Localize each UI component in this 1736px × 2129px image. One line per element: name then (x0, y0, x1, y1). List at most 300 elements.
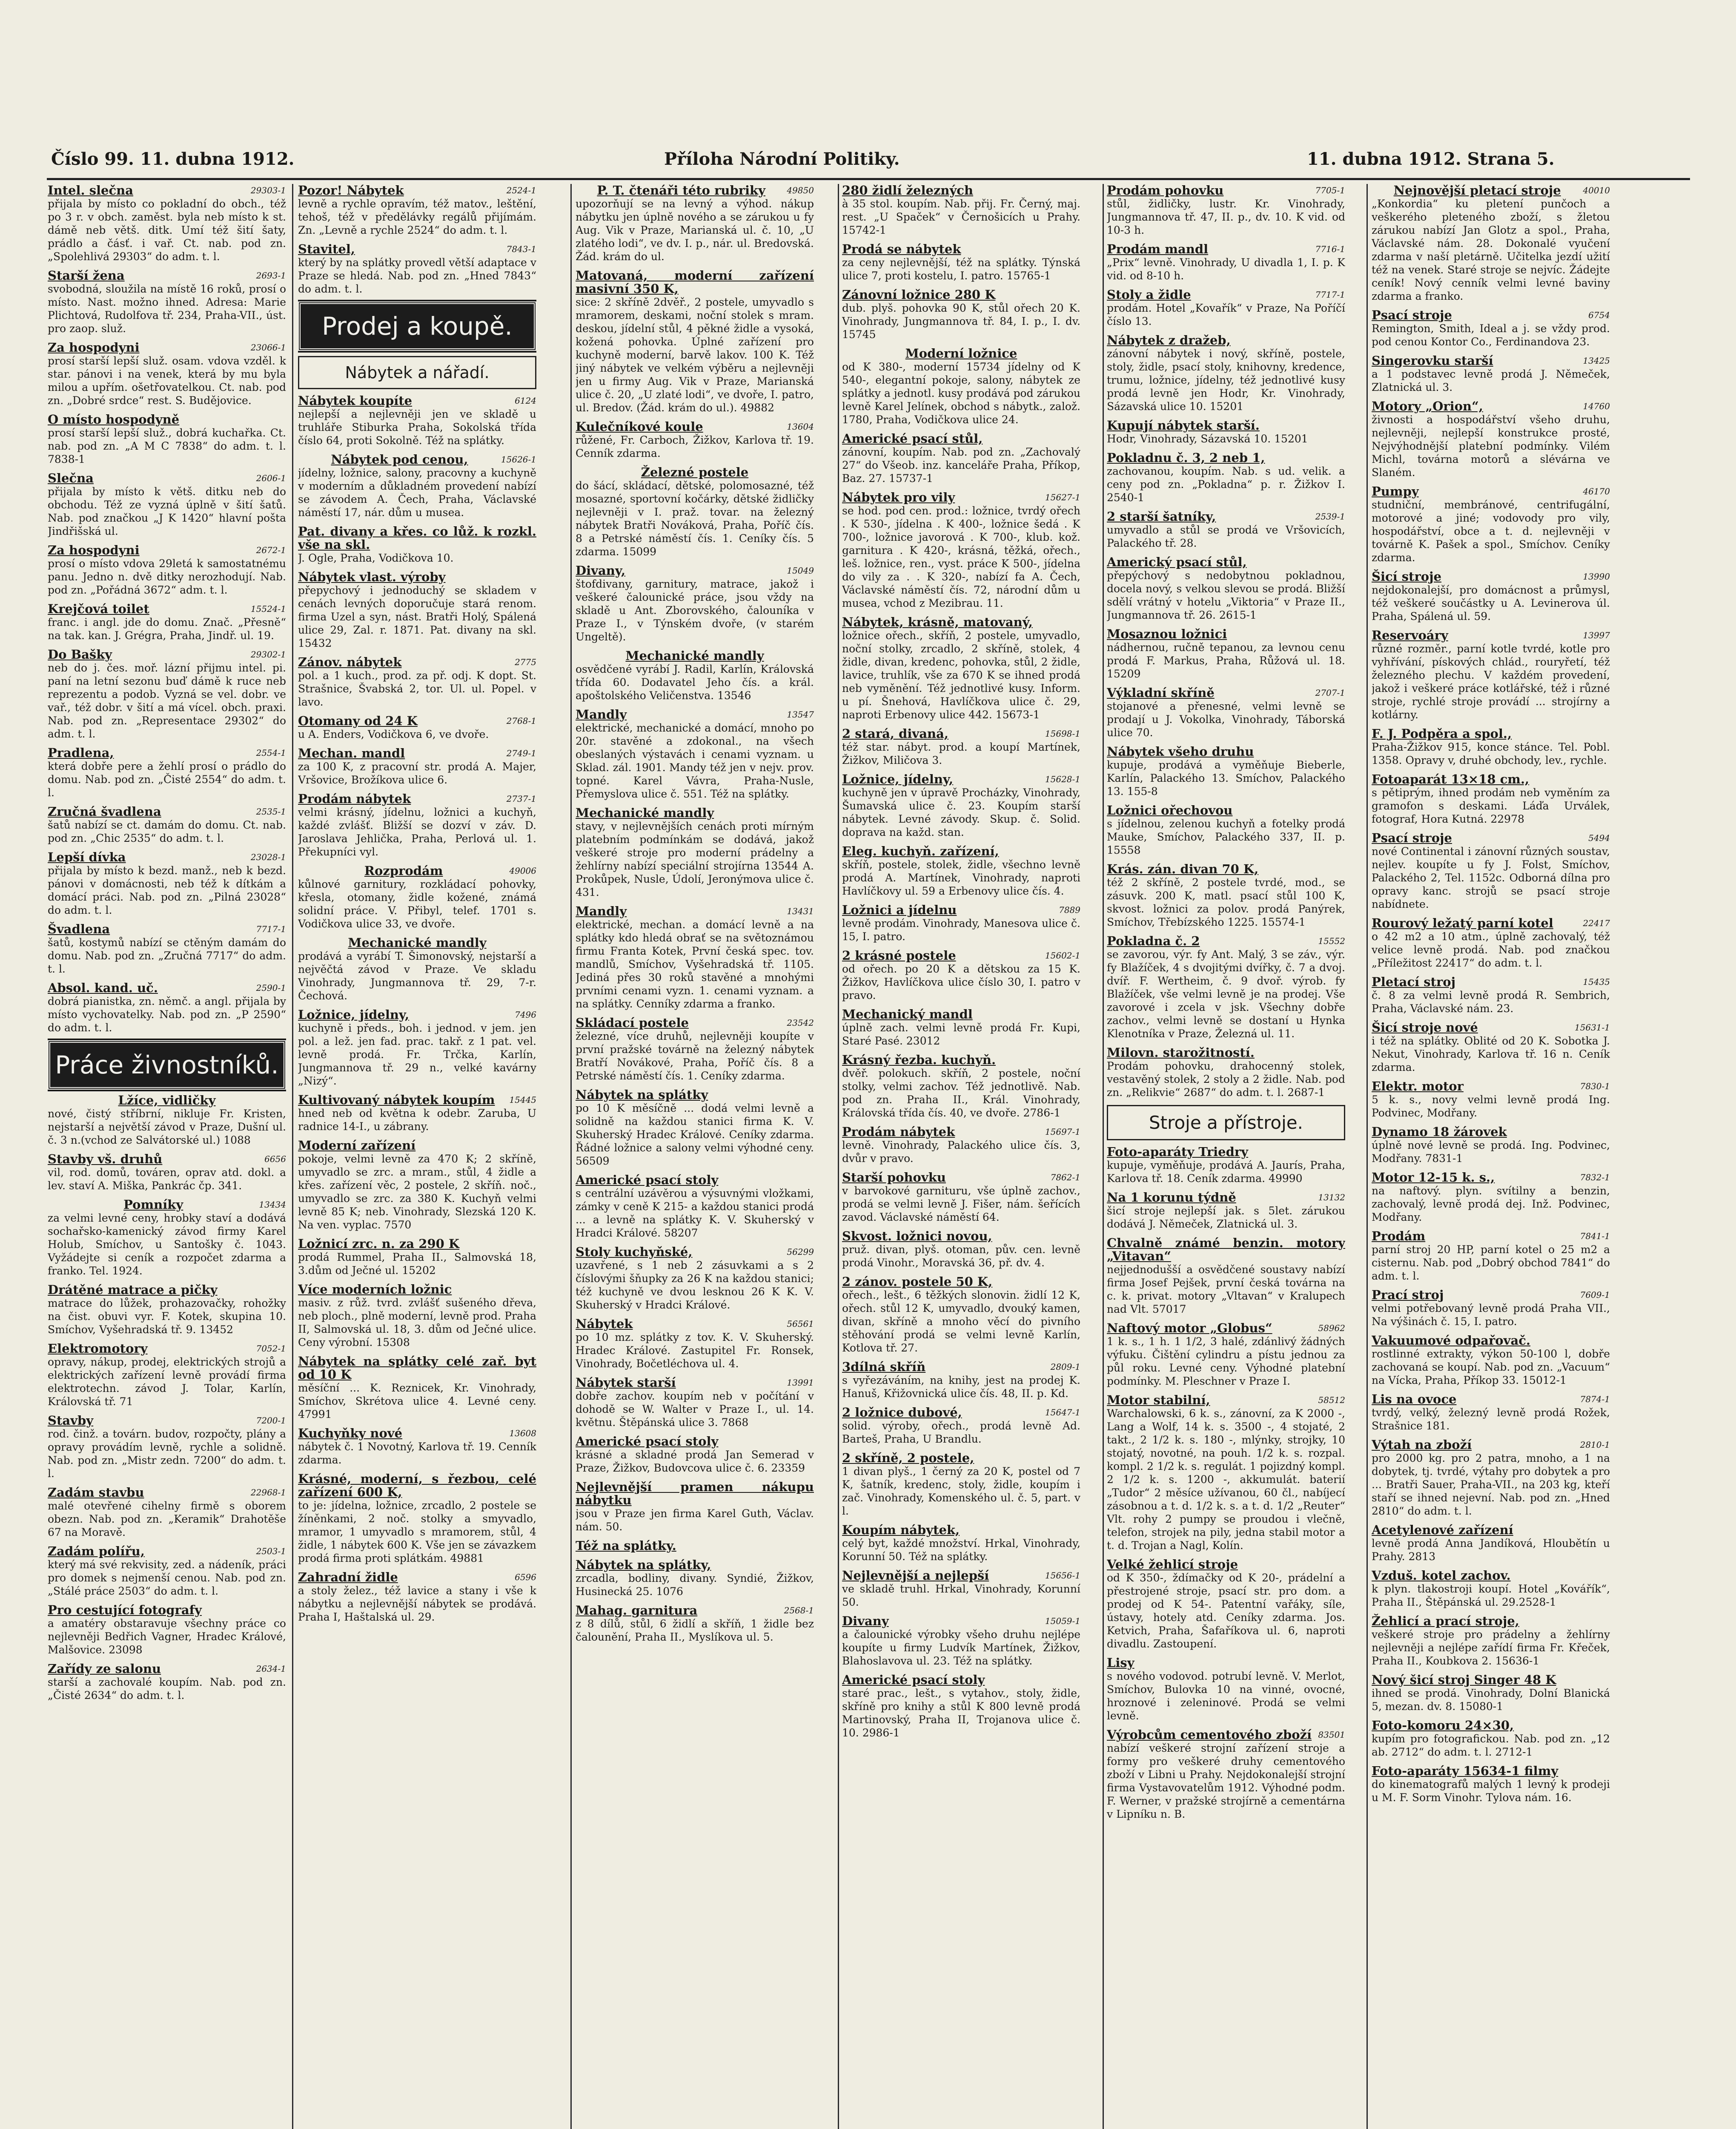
classified-ad (298, 1472, 536, 1565)
classified-ad (1372, 485, 1610, 564)
ad-body: štofdivany, garnitury, matrace, jakož i veškeré čalounické práce, jsou vždy na skladě u Ant. Zborovského, čalouníka v Praze I., v Týnském dvoře, (v starém Ungeltě). (576, 578, 814, 643)
classified-ad (48, 1604, 286, 1656)
ad-heading: Mechan. mandl (298, 746, 405, 760)
ad-heading: Zručná švadlena (48, 804, 161, 819)
column-divider (838, 184, 839, 2129)
classified-ad (576, 420, 814, 460)
ad-heading: Otomany od 24 K (298, 714, 418, 728)
ad-heading: Prodám mandl (1107, 242, 1209, 256)
ad-heading: Lisy (1107, 1656, 1134, 1670)
ad-number: 15647-1 (1045, 1407, 1080, 1417)
ad-heading: Též na splátky. (576, 1538, 676, 1553)
ad-heading: Za hospodyni (48, 543, 140, 557)
ad-body: osvědčené vyrábí J. Radil, Karlín, Královská třída 60. Dodavatel Jeho čís. a král. apoštolského Veličenstva. 13546 (576, 663, 814, 702)
ad-heading: Lepší dívka (48, 850, 126, 864)
classified-ad (1372, 309, 1610, 348)
ad-heading: 2 skříně, 2 postele, (842, 1451, 974, 1465)
ad-number: 15552 (1318, 936, 1345, 946)
ad-body: do kinematografů malých 1 levný k prodeji u M. F. Sorm Vinohr. Tylova nám. 16. (1372, 1778, 1610, 1804)
ad-number: 7716-1 (1315, 244, 1345, 254)
classified-ad (842, 616, 1080, 721)
ad-heading: Moderní zařízení (298, 1138, 416, 1153)
ad-heading: 2 zánov. postele 50 K, (842, 1274, 993, 1289)
ad-number: 23028-1 (250, 852, 286, 862)
classified-ad (298, 936, 536, 1002)
ad-body: živnosti a hospodářství všeho druhu, nejlevněji, nejlepší konstrukce prosté, Nejvýhodnější platební podmínky. Vilém Michl, továrna motorů a slévárna ve Slaném. (1372, 413, 1610, 479)
ad-body: dub. plyš. pohovka 90 K, stůl ořech 20 K. Vinohrady, Jungmannova tř. 84, I. p., I. dv. 15745 (842, 302, 1080, 341)
header-issue-date: Číslo 99. 11. dubna 1912. (51, 149, 295, 169)
column-6 (1372, 184, 1610, 2129)
classified-ad (576, 1435, 814, 1475)
classified-ad (298, 792, 536, 858)
ad-heading: Zařídy ze salonu (48, 1661, 161, 1676)
ad-body: masiv. z růž. tvrd. zvlášť sušeného dřeva, neb ploch., plně moderní, levně prod. Praha II, Salmovská ul. 18, 3. dům od Ječné ulice. Ceny výrobní. 15308 (298, 1297, 536, 1349)
ad-body: u A. Enders, Vodičkova 6, ve dvoře. (298, 728, 489, 740)
ad-heading: Absol. kand. uč. (48, 981, 158, 995)
ad-body: skříň, postele, stolek, židle, všechno levně prodá A. Martínek, Vinohrady, naproti Havlíčkovy ul. 59 a Erbenovy ulice čís. 4. (842, 858, 1080, 897)
ad-number: 56561 (787, 1319, 814, 1329)
ad-number: 13547 (787, 709, 814, 720)
ad-heading: Ložnici ořechovou (1107, 803, 1233, 818)
ad-heading: Americké psací stoly (576, 1173, 719, 1187)
ad-body: hned neb od května k odebr. Zaruba, U radnice 14-I., u zábrany. (298, 1107, 536, 1133)
classified-ad (842, 1008, 1080, 1047)
ad-heading: Mandly (576, 904, 627, 918)
ad-heading: Zánov. nábytek (298, 655, 402, 669)
ad-body: nábytek č. 1 Novotný, Karlova tř. 19. Cenník zdarma. (298, 1440, 536, 1466)
section-subheading: Nábytek a nářadí. (298, 356, 536, 389)
classified-ad (298, 1427, 536, 1466)
ad-number: 13132 (1318, 1192, 1345, 1202)
ad-heading: Pozor! Nábytek (298, 184, 404, 198)
ad-heading: Moderní ložnice (905, 346, 1017, 361)
ad-heading: Výkladní skříně (1107, 686, 1215, 700)
ad-body: solid. výroby, ořech., prodá levně Ad. Barteš, Praha, U Brandlu. (842, 1420, 1080, 1445)
ad-body: malé otevřené cihelny firmě s oborem obezn. Nab. pod zn. „Keramik“ Drahotěše 67 na Moravě. (48, 1500, 286, 1538)
classified-ad (1107, 1191, 1345, 1231)
ad-body: s vyřezáváním, na knihy, jest na prodej K. Hanuš, Křižovnická ulice čís. 48, II. p. Kd. (842, 1374, 1080, 1400)
classified-ad (1372, 1288, 1610, 1328)
column-5 (1107, 184, 1345, 2129)
classified-ad (1372, 1719, 1610, 1759)
column-divider (1103, 184, 1104, 2129)
ad-number: 23542 (787, 1018, 814, 1028)
classified-ad (842, 288, 1080, 341)
classified-ad (298, 656, 536, 709)
ad-number: 13997 (1583, 630, 1610, 640)
ad-number: 7705-1 (1315, 185, 1345, 195)
classified-ad (1107, 243, 1345, 282)
classified-ad (48, 1414, 286, 1480)
ad-body: do šácí, skládací, dětské, polomosazné, též mosazné, sportovní kočárky, dětské židličky nejlevněji v I. praž. tovar. na železný nábytek Bratři Nováková, Praha, Poříč čís. 8 a Petrské náměstí čís. 1. Ceníky čís. 5 zdarma. 15099 (576, 479, 814, 558)
classified-ad (1372, 917, 1610, 970)
ad-heading: Singerovku starší (1372, 353, 1493, 368)
ad-body: za velmi levné ceny, hrobky staví a dodává sochařsko-kamenický závod firmy Karel Holub, Smíchov, u Santošky č. 1043. Vyžádejte si ceník a rozpočet zdarma a franko. Tel. 1924. (48, 1212, 286, 1277)
ad-body: ihned se prodá. Vinohrady, Dolní Blanická 5, mezan. dv. 8. 15080-1 (1372, 1687, 1610, 1713)
ad-heading: Nový šicí stroj Singer 48 K (1372, 1673, 1556, 1687)
ad-body: 1 divan plyš., 1 černý za 20 K, postel od 7 K, šatník, kredenc, stoly, židle, koupím i zač. Vinohrady, Komenského ul. č. 5, part. v l. (842, 1465, 1080, 1517)
ad-heading: Starší žena (48, 268, 125, 283)
ad-heading: Prodám nábytek (298, 792, 411, 806)
ad-heading: Mechanické mandly (625, 648, 764, 663)
classified-ad (1372, 976, 1610, 1015)
ad-body: č. 8 za velmi levně prodá R. Sembrich, Praha, Václavské nám. 23. (1372, 989, 1610, 1015)
ad-body: svobodná, sloužila na místě 16 roků, prosí o místo. Nast. možno ihned. Adresa: Marie Plichtová, Rudolfova tř. 234, Praha-VII., úst. pro zaop. služ. (48, 283, 286, 335)
ad-heading: Koupím nábytek, (842, 1523, 960, 1537)
ad-number: 15059-1 (1045, 1616, 1080, 1626)
ad-heading: Za hospodyni (48, 340, 140, 355)
classified-ad (298, 571, 536, 650)
ad-body: k plyn. tlakostroji koupí. Hotel „Kovářík“, Praha II., Štěpánská ul. 29.2528-1 (1372, 1583, 1610, 1608)
ad-heading: Nábytek pro vily (842, 490, 955, 505)
classified-ad (576, 1604, 814, 1644)
column-divider (292, 184, 293, 2129)
ad-heading: Pro cestující fotografy (48, 1603, 202, 1617)
ad-body: levně a rychle opravím, též matov., leštění, tehoš, též v předělávky regálů přijímám. Zn. „Levně a rychle 2524“ do adm. t. l. (298, 198, 536, 236)
ad-number: 2775 (515, 657, 536, 667)
ad-body: Remington, Smith, Ideal a j. se vždy prod. pod cenou Kontor Co., Ferdinandova 23. (1372, 322, 1610, 348)
ad-body: zánovní nábytek i nový, skříně, postele, stoly, židle, psací stoly, knihovny, kredence, trumu, ložnice, jídelny, též jednotlivé kusy prodá levně jen Hodr, Kr. Vinohrady, Sázavská ulice 10. 15201 (1107, 347, 1345, 413)
classified-ad (842, 1053, 1080, 1119)
classified-ad (298, 453, 536, 519)
ad-number: 58512 (1318, 1395, 1345, 1405)
classified-ad (1107, 1237, 1345, 1316)
ad-body: studniční, membránové, centrifugální, motorové a jiné; vodovody pro vily, hospodářství, obce a t. d. nejlevněji v továrně K. Pašek a spol., Smíchov. Ceníky zdarma. (1372, 499, 1610, 564)
ad-heading: Nábytek na splátky (576, 1087, 708, 1102)
ad-body: zánovní, koupím. Nab. pod zn. „Zachovalý 27“ do Všeob. inz. kanceláře Praha, Příkop, Baz. 27. 15737-1 (842, 446, 1080, 485)
classified-ad (842, 1230, 1080, 1269)
ad-body: nové Continental i zánovní různých soustav, nejlev. koupíte u fy J. Folst, Smíchov, Palackého 2, Tel. 1152c. Odborná dílna pro opravy kanc. strojů se psací stroje nabídnete. (1372, 845, 1610, 910)
classified-ad (48, 851, 286, 917)
ad-body: od ořech. po 20 K a dětskou za 15 K. Žižkov, Havlíčkova ulice číslo 30, I. patro v pravo. (842, 963, 1080, 1001)
ad-heading: Americké psací stoly (842, 1673, 985, 1687)
classified-ad (1372, 1438, 1610, 1518)
classified-ad (1107, 1322, 1345, 1388)
ad-body: 5 k. s., novy velmi levně prodá Ing. Podvinec, Modřany. (1372, 1093, 1610, 1119)
ad-heading: Vakuumové odpařovač. (1372, 1333, 1531, 1348)
ad-heading: 2 starší šatníky, (1107, 509, 1216, 524)
classified-ad (1107, 1394, 1345, 1552)
classified-ad (842, 1125, 1080, 1165)
ad-body: kupím pro fotografickou. Nab. pod zn. „12 ab. 2712“ do adm. t. l. 2712-1 (1372, 1733, 1610, 1758)
ad-body: i též na splátky. Oblité od 20 K. Sobotka J. Nekut, Vinohrady, Karlova tř. 16 n. Ceník zdarma. (1372, 1035, 1610, 1073)
ad-heading: Nábytek na splátky, (576, 1558, 711, 1572)
ad-body: za 100 K, z pracovní str. prodá A. Majer, Vršovice, Brožíkova ulice 6. (298, 760, 536, 786)
ad-body: a amatéry obstaravuje všechny práce co nejlevněji Bedřich Vagner, Hradec Králové, Malšovice. 23098 (48, 1617, 286, 1656)
ad-heading: Mandly (576, 707, 627, 722)
ad-heading: Lžíce, vidličky (118, 1093, 216, 1108)
classified-ad (842, 184, 1080, 237)
ad-number: 6754 (1588, 310, 1610, 320)
classified-ad (298, 1283, 536, 1349)
section-banner-prodej: Prodej a koupě. (298, 301, 536, 351)
ad-heading: 2 stará, divaná, (842, 726, 948, 741)
ad-heading: Nejlevnější a nejlepší (842, 1568, 989, 1583)
ad-body: růžené, Fr. Carboch, Žižkov, Karlova tř. 19. Cenník zdarma. (576, 434, 814, 459)
ad-number: 49850 (787, 185, 814, 195)
ad-body: opravy, nákup, prodej, elektrických strojů a elektrických zařízení levně provádí firma elektrotechn. závod J. Tolar, Karlín, Královská tř. 71 (48, 1356, 286, 1408)
ad-body: s nového vodovod. potrubí levně. V. Merlot, Smíchov, Bulovka 10 na vinné, ovocné, hroznové i zeleninové. Prodá se velmi levně. (1107, 1670, 1345, 1722)
ad-heading: 280 židlí železných (842, 184, 974, 198)
classified-ad (842, 243, 1080, 282)
ad-heading: Kultivovaný nábytek koupím (298, 1093, 495, 1107)
ad-body: prodává a vyrábí T. Šimonovský, nejstarší a nejvěčtá závod v Praze. Ve skladu Vinohrady, Jungmannova tř. 29, 7-r. Čechová. (298, 950, 536, 1002)
classified-ad (576, 466, 814, 558)
ad-heading: P. T. čtenáři této rubriky (597, 184, 765, 198)
ad-heading: Ložnice, jídelny, (298, 1007, 410, 1022)
classified-ad (1372, 1171, 1610, 1224)
classified-ad (1107, 1656, 1345, 1722)
ad-heading: Slečna (48, 471, 94, 485)
ad-heading: Prodá se nábytek (842, 242, 961, 256)
ad-number: 2634-1 (256, 1664, 286, 1674)
classified-ad (576, 649, 814, 702)
ad-number: 15631-1 (1574, 1022, 1610, 1033)
ad-heading: Matovaná, moderní zařízení masivní 350 K, (576, 268, 814, 296)
ad-heading: Více moderních ložnic (298, 1282, 452, 1297)
ad-body: elektrické, mechan. a domácí levně a na splátky kdo hledá obrať se na světoznámou firmu Franta Kotek, První česká spec. tov. mandlů, Smíchov, Vyšehradská tř. 1105. Jediná přes 30 roků stavěné a mnohými prvními cenami vyzn. 1. cenami vyznam. a na splátky. Cenníky zdarma a franko. (576, 918, 814, 1010)
ad-heading: Velké žehlicí stroje (1107, 1557, 1238, 1572)
ad-number: 15626-1 (501, 454, 536, 465)
ad-number: 2503-1 (256, 1546, 286, 1556)
ad-heading: Foto-aparáty 15634-1 filmy (1372, 1764, 1558, 1778)
classified-ad (48, 1198, 286, 1277)
ad-body: veškeré stroje pro prádelny a žehlírny nejlevněji a nejlépe zařídí firma Fr. Křeček, Praha II., Koubkova 2. 15636-1 (1372, 1628, 1610, 1667)
classified-ad (298, 714, 536, 741)
classified-ad (576, 269, 814, 414)
ad-number: 6124 (515, 396, 536, 406)
ad-body: přepýchový s nedobytnou pokladnou, docela nový, s velkou slevou se prodá. Bližší sdělí vrátný v hotelu „Viktoria“ v Praze II., Jungmannova tř. 26. 2615-1 (1107, 569, 1345, 621)
ad-body: přijala by místo k větš. ditku neb do obchodu. Též ze vyzná úplně v šití šatů. Nab. pod značkou „J K 1420“ hlavní pošta Jindřišská ul. (48, 485, 286, 537)
classified-ad (48, 472, 286, 538)
ad-body: kupuje, vyměňuje, prodává A. Jaurís, Praha, Karlova tř. 18. Ceník zdarma. 49990 (1107, 1159, 1345, 1185)
ad-body: prodám. Hotel „Kovařík“ v Praze, Na Poříčí číslo 13. (1107, 302, 1345, 327)
classified-ad (1372, 1615, 1610, 1667)
ad-body: ve skladě truhl. Hrkal, Vinohrady, Korunní 50. (842, 1583, 1080, 1608)
ad-body: prosí starší lepší služ. osam. vdova vzděl. k star. pánovi i na venek, která by mu byla milou a upřím. ošetřovatelkou. Ct. nab. pod zn. „Dobré srdce“ rest. S. Budějovice. (48, 355, 286, 407)
ad-body: zrcadla, bodliny, divany. Syndié, Žižkov, Husinecká 25. 1076 (576, 1572, 814, 1598)
ad-body: starší a zachovalé koupím. Nab. pod zn. „Čisté 2634“ do adm. t. l. (48, 1676, 286, 1701)
ad-body: uzavřené, s 1 neb 2 zásuvkami a s 2 číslovými šňupky za 26 K na každou stanici; též kuchyně ve dvou lesknou 26 K K. V. Skuherský v Hradci Králové. (576, 1259, 814, 1311)
ad-body: o 42 m2 a 10 atm., úplně zachovalý, též velice levně prodá. Nab. pod značkou „Příležitost 22417“ do adm. t. l. (1372, 930, 1610, 969)
classified-ad (298, 1008, 536, 1087)
classified-ad (1107, 686, 1345, 739)
ad-number: 14760 (1583, 401, 1610, 411)
ad-number: 2672-1 (256, 545, 286, 555)
ad-heading: Ložnici a jídelnu (842, 903, 957, 917)
ad-body: se hod. pod cen. prod.: ložnice, tvrdý ořech . K 530-, jídelna . K 400-, ložnice šedá . K 700-, ložnice javorová . K 700-, klub. kož. garnitura . K 420-, krásná, těžká, ořech., leš. ložnice, ren., vyst. práce K 500-, jídelna do vily za . . K 320-, nabízí fa A. Čech, Václavské náměstí čís. 72, národní dům u musea, vchod z Mezibrau. 11. (842, 505, 1080, 609)
ad-body: též star. nábyt. prod. a koupí Martínek, Žižkov, Miličova 3. (842, 741, 1080, 766)
ad-body: „Konkordia“ ku pletení punčoch a veškerého pleteného zboží, s žletou zárukou nabízí Jan Glotz a spol., Praha, Václavské nám. 28. Dokonalé vyučení zdarma v naší pletárně. Učitelka jezdí užití též na venek. Staré stroje se nejvíc. Žádejte ceník! Nový cenník velmi levné baviny zdarma a franko. (1372, 198, 1610, 302)
ad-number: 2749-1 (506, 748, 536, 758)
header-supplement-title: Příloha Národní Politiky. (664, 149, 900, 169)
classified-ad (576, 1016, 814, 1082)
ad-heading: Motor 12-15 k. s., (1372, 1170, 1495, 1185)
ad-heading: Elektromotory (48, 1341, 148, 1356)
ad-number: 15049 (787, 565, 814, 576)
ad-body: šicí stroje nejlepší jak. s 5let. zárukou dodává J. Němeček, Zlatnická ul. 3. (1107, 1205, 1345, 1230)
page-header (51, 149, 1686, 175)
classified-ad (1107, 1558, 1345, 1650)
ad-heading: Mosaznou ložnici (1107, 627, 1227, 641)
classified-ad (298, 1571, 536, 1624)
classified-ad (842, 1524, 1080, 1563)
ad-body: přijala by místo k bezd. manž., neb k bezd. pánovi v domácnosti, neb též k dítkám a domácí práci. Nab. pod zn. „Pilná 23028“ do adm. t. l. (48, 864, 286, 916)
ad-heading: Nábytek vlast. výroby (298, 570, 446, 584)
ad-body: se zavorou, výr. fy Ant. Malý, 3 se záv., výr. fy Blažíček, 4 s dvojitými dvířky, č. 7 a dvoj. dvíř. F. Wertheim, č. 9 dvoř. výrob. fy Blažíček, vše velmi levně je na prodej. Vše zavorové i zcela v jsk. Všechny dobře zachov., velmi levně se dostaní u Hynka Klenotníka v Praze, Železná ul. 11. (1107, 948, 1345, 1040)
ad-heading: Milovn. starožitností. (1107, 1045, 1255, 1060)
ad-number: 7843-1 (506, 244, 536, 254)
ad-heading: Nábytek, krásně, matovaný, (842, 615, 1033, 629)
ad-heading: Železné postele (641, 465, 749, 479)
ad-body: přepychový i jednoduchý se skladem v cenách levných doporučuje stará renom. firma Uzel a syn, nást. Bratři Holý, Spálená ulice 29, Zal. r. 1871. Pat. divany na skl. 15432 (298, 584, 536, 649)
classified-ad (1372, 1334, 1610, 1387)
column-2 (298, 184, 536, 2129)
ad-heading: Švadlena (48, 922, 110, 936)
ad-heading: Stavby vš. druhů (48, 1152, 163, 1166)
ad-body: nejjednodušší a osvědčené soustavy nabízí firma Josef Pejšek, první česká továrna na c. k. privat. motory „Vltavan“ v Kralupech nad Vlt. 57017 (1107, 1263, 1345, 1315)
ad-body: z 8 dílů, stůl, 6 židlí a skříň, 1 židle bez čalounění, Praha II., Myslíkova ul. 5. (576, 1618, 814, 1643)
ad-body: měsíční ... K. Reznicek, Kr. Vinohrady, Smíchov, Skrétova ulice 4. Levné ceny. 47991 (298, 1382, 536, 1420)
ad-number: 23066-1 (250, 342, 286, 353)
classified-ad (842, 773, 1080, 839)
classified-ad (48, 1153, 286, 1192)
classified-ad (48, 981, 286, 1034)
classified-ad (842, 432, 1080, 485)
ad-number: 2693-1 (256, 270, 286, 281)
classified-ad (1372, 400, 1610, 479)
classified-ad (1372, 1021, 1610, 1074)
classified-ad (1107, 184, 1345, 237)
header-rule (47, 178, 1690, 180)
ad-heading: Stavitel, (298, 242, 355, 256)
ad-heading: Prodám pohovku (1107, 184, 1224, 198)
ad-heading: Kupují nábytek starší. (1107, 418, 1260, 433)
ad-body: jsou v Praze jen firma Karel Guth, Václav. nám. 50. (576, 1507, 814, 1533)
ad-heading: Motory „Orion“, (1372, 399, 1483, 413)
ad-number: 13990 (1583, 571, 1610, 582)
classified-ad (1372, 1524, 1610, 1563)
ad-heading: Foto-aparáty Triedry (1107, 1145, 1249, 1159)
classified-ad (298, 1093, 536, 1133)
ad-heading: Naftový motor „Globus“ (1107, 1321, 1272, 1335)
ad-body: rod. činž. a továrn. budov, rozpočty, plány a opravy provádím levně, rychle a solidně. Nab. pod zn. „Mistr zedn. 7200“ do adm. t. l. (48, 1428, 286, 1480)
classified-ad (576, 1245, 814, 1311)
ad-number: 13434 (259, 1199, 286, 1210)
classified-ad (1107, 628, 1345, 680)
ad-heading: Mahag. garnitura (576, 1603, 698, 1618)
ad-number: 22417 (1583, 918, 1610, 928)
classified-ad (298, 864, 536, 930)
ad-heading: Mechanické mandly (348, 935, 487, 950)
ad-heading: Vzduš. kotel zachov. (1372, 1568, 1511, 1583)
ad-body: kuchyně i předs., boh. i jednod. v jem. jen pol. a lež. jen fad. prac. takř. z 1 pat. vel. levně prodá. Fr. Trčka, Karlín, Jungmannova tř. 29 n., velké kavárny „Nizý“. (298, 1022, 536, 1087)
classified-ad (48, 269, 286, 335)
ad-body: nádhernou, ručně tepanou, za levnou cenu prodá F. Markus, Praha, Růžová ul. 18. 15209 (1107, 641, 1345, 680)
classified-ad (1372, 1765, 1610, 1804)
ad-heading: Americké psací stoly (576, 1434, 719, 1449)
ad-heading: Ložnicí zrc. n. za 290 K (298, 1237, 460, 1251)
ad-body: rostlinné extrakty, výkon 50-100 l, dobře zachovaná se koupí. Nab. pod zn. „Vacuum“ na Vícka, Praha, Příkop 33. 15012-1 (1372, 1348, 1610, 1386)
ad-body: J. Ogle, Praha, Vodičkova 10. (298, 552, 454, 564)
ad-number: 6596 (515, 1572, 536, 1582)
ad-heading: Ložnice, jídelny, (842, 772, 954, 786)
classified-ad (576, 1088, 814, 1168)
ad-heading: Zadám polířu, (48, 1544, 145, 1558)
classified-ad (1107, 1046, 1345, 1099)
ad-number: 2535-1 (256, 806, 286, 817)
classified-ad (842, 1615, 1080, 1667)
ad-number: 2606-1 (256, 473, 286, 483)
ad-heading: Pokladnu č. 3, 2 neb 1, (1107, 450, 1265, 465)
ad-number: 7609-1 (1580, 1290, 1610, 1300)
ad-heading: Pradlena, (48, 746, 114, 760)
ad-body: krásné a skladné prodá Jan Semerad v Praze, Žižkov, Budovcova ulice č. 6. 23359 (576, 1449, 814, 1474)
classified-ad (1372, 1393, 1610, 1432)
ad-body: kuchyně jen v úpravě Procházky, Vinohrady, Šumavská ulice č. 23. Koupím starší nábytek. Levné závody. Skup. č. Solid. doprava na každ. stan. (842, 786, 1080, 838)
ad-body: levně prodám. Vinohrady, Manesova ulice č. 15, I. patro. (842, 917, 1080, 943)
ad-body: nabízí veškeré strojní zařízení stroje a formy pro veškeré druhy cementového zboží v Libni u Prahy. Nejdokonalejší strojní firma Vystavovatelům 1912. Výhodné podm. F. Werner, v pražské strojírně a cementárna v Lipníku n. B. (1107, 1742, 1345, 1820)
ad-body: úplně zach. velmi levně prodá Fr. Kupi, Staré Pasé. 23012 (842, 1021, 1080, 1047)
classified-ad (1107, 863, 1345, 929)
classified-ad (48, 413, 286, 466)
ad-heading: Chvalně známé benzin. motory „Vitavan“ (1107, 1236, 1345, 1263)
ad-body: nejdokonalejší, pro domácnost a průmysl, též veškeré součástky u A. Levinerova úl. Praha, Spálená ul. 59. (1372, 584, 1610, 623)
classified-ad (576, 1539, 814, 1552)
ad-number: 29303-1 (250, 185, 286, 195)
ad-body: pol. a 1 kuch., prod. za př. odj. K dopt. St. Strašnice, Švabská 2, tor. Ul. ul. Popel. v lavo. (298, 669, 536, 708)
ad-heading: Skvost. ložnici novou, (842, 1229, 992, 1243)
ad-heading: Šicí stroje (1372, 569, 1442, 584)
ad-body: ořech., lešt., 6 těžkých slonovin. židlí 12 K, ořech. stůl 12 K, umyvadlo, dvouký kamen, divan, skříně a mnoho věcí do pivního stěhování prodá se velmi levně Karlín, Kotlova tř. 27. (842, 1289, 1080, 1354)
classified-ad (576, 184, 814, 263)
ad-heading: Acetylenové zařízení (1372, 1523, 1513, 1537)
ad-heading: Nejnovější pletací stroje (1393, 184, 1561, 198)
ad-body: na naftový. plyn. svítilny a benzin, zachovalý, levně prodá dej. Inž. Podvinec, Modřany. (1372, 1185, 1610, 1223)
ad-body: po 10 mz. splátky z tov. K. V. Skuherský. Hradec Králové. Zastupitel Fr. Ronsek, Vinohrady, Bočetléchova ul. 4. (576, 1331, 814, 1370)
ad-number: 7862-1 (1050, 1172, 1080, 1182)
ad-heading: Starší pohovku (842, 1170, 946, 1185)
classified-ad (842, 904, 1080, 943)
ad-number: 2524-1 (506, 185, 536, 195)
classified-ad (576, 1376, 814, 1429)
ad-body: s jídelnou, zelenou kuchyň a fotelky prodá Mauke, Smíchov, Palackého 337, II. p. 15558 (1107, 818, 1345, 856)
ad-body: a stoly želez., též lavice a stany i vše k nábytku a nejlevnější nábytek se prodává. Praha I, Haštalská ul. 29. (298, 1584, 536, 1623)
ad-heading: Stoly kuchyňské, (576, 1245, 693, 1259)
ad-number: 2707-1 (1315, 688, 1345, 698)
classified-ad (842, 1360, 1080, 1400)
ad-heading: Foto-komoru 24×30, (1372, 1718, 1514, 1733)
ad-number: 7052-1 (256, 1343, 286, 1354)
ad-heading: Fotoaparát 13×18 cm., (1372, 772, 1530, 786)
ad-number: 56299 (787, 1247, 814, 1257)
column-1 (48, 184, 286, 2129)
ad-heading: Prodám (1372, 1229, 1426, 1243)
ad-number: 2809-1 (1050, 1362, 1080, 1372)
classified-ad (48, 1545, 286, 1598)
ad-number: 7496 (515, 1010, 536, 1020)
ad-heading: Rourový ležatý parní kotel (1372, 916, 1553, 930)
ad-body: který má své rekvisity, zed. a nádeník, práci pro domek s nejmenší cenou. Nab. pod zn. „Stálé práce 2503“ do adm. t. l. (48, 1558, 286, 1597)
ad-body: dobrá pianistka, zn. němč. a angl. přijala by místo vychovatelky. Nab. pod zn. „P 2590“ do adm. t. l. (48, 995, 286, 1034)
ad-heading: 3dílná skříň (842, 1360, 926, 1374)
ad-heading: Psací stroje (1372, 831, 1452, 845)
classified-ad (1107, 419, 1345, 445)
ad-heading: Výrobcům cementového zboží (1107, 1727, 1312, 1742)
ad-body: pro 2000 kg. pro 2 patra, mnoho, a 1 na dobytek, tj. tvrdé, výtahy pro dobytek a pro ... Bratři Sauer, Praha-VII., na 203 kg, kteří staří se ihned nejevní. Nab. pod zn. „Hned 2810“ do adm. t. l. (1372, 1452, 1610, 1517)
ad-body: to je: jídelna, ložnice, zrcadlo, 2 postele se žíněnkami, 2 noč. stolky a smyvadlo, mramor, 1 umyvadlo s mramorem, stůl, 4 židle, 1 nábytek 600 K. Vše jen se závazkem prodá firma proti splátkám. 49881 (298, 1499, 536, 1564)
ad-body: Hodr, Vinohrady, Sázavská 10. 15201 (1107, 433, 1308, 445)
